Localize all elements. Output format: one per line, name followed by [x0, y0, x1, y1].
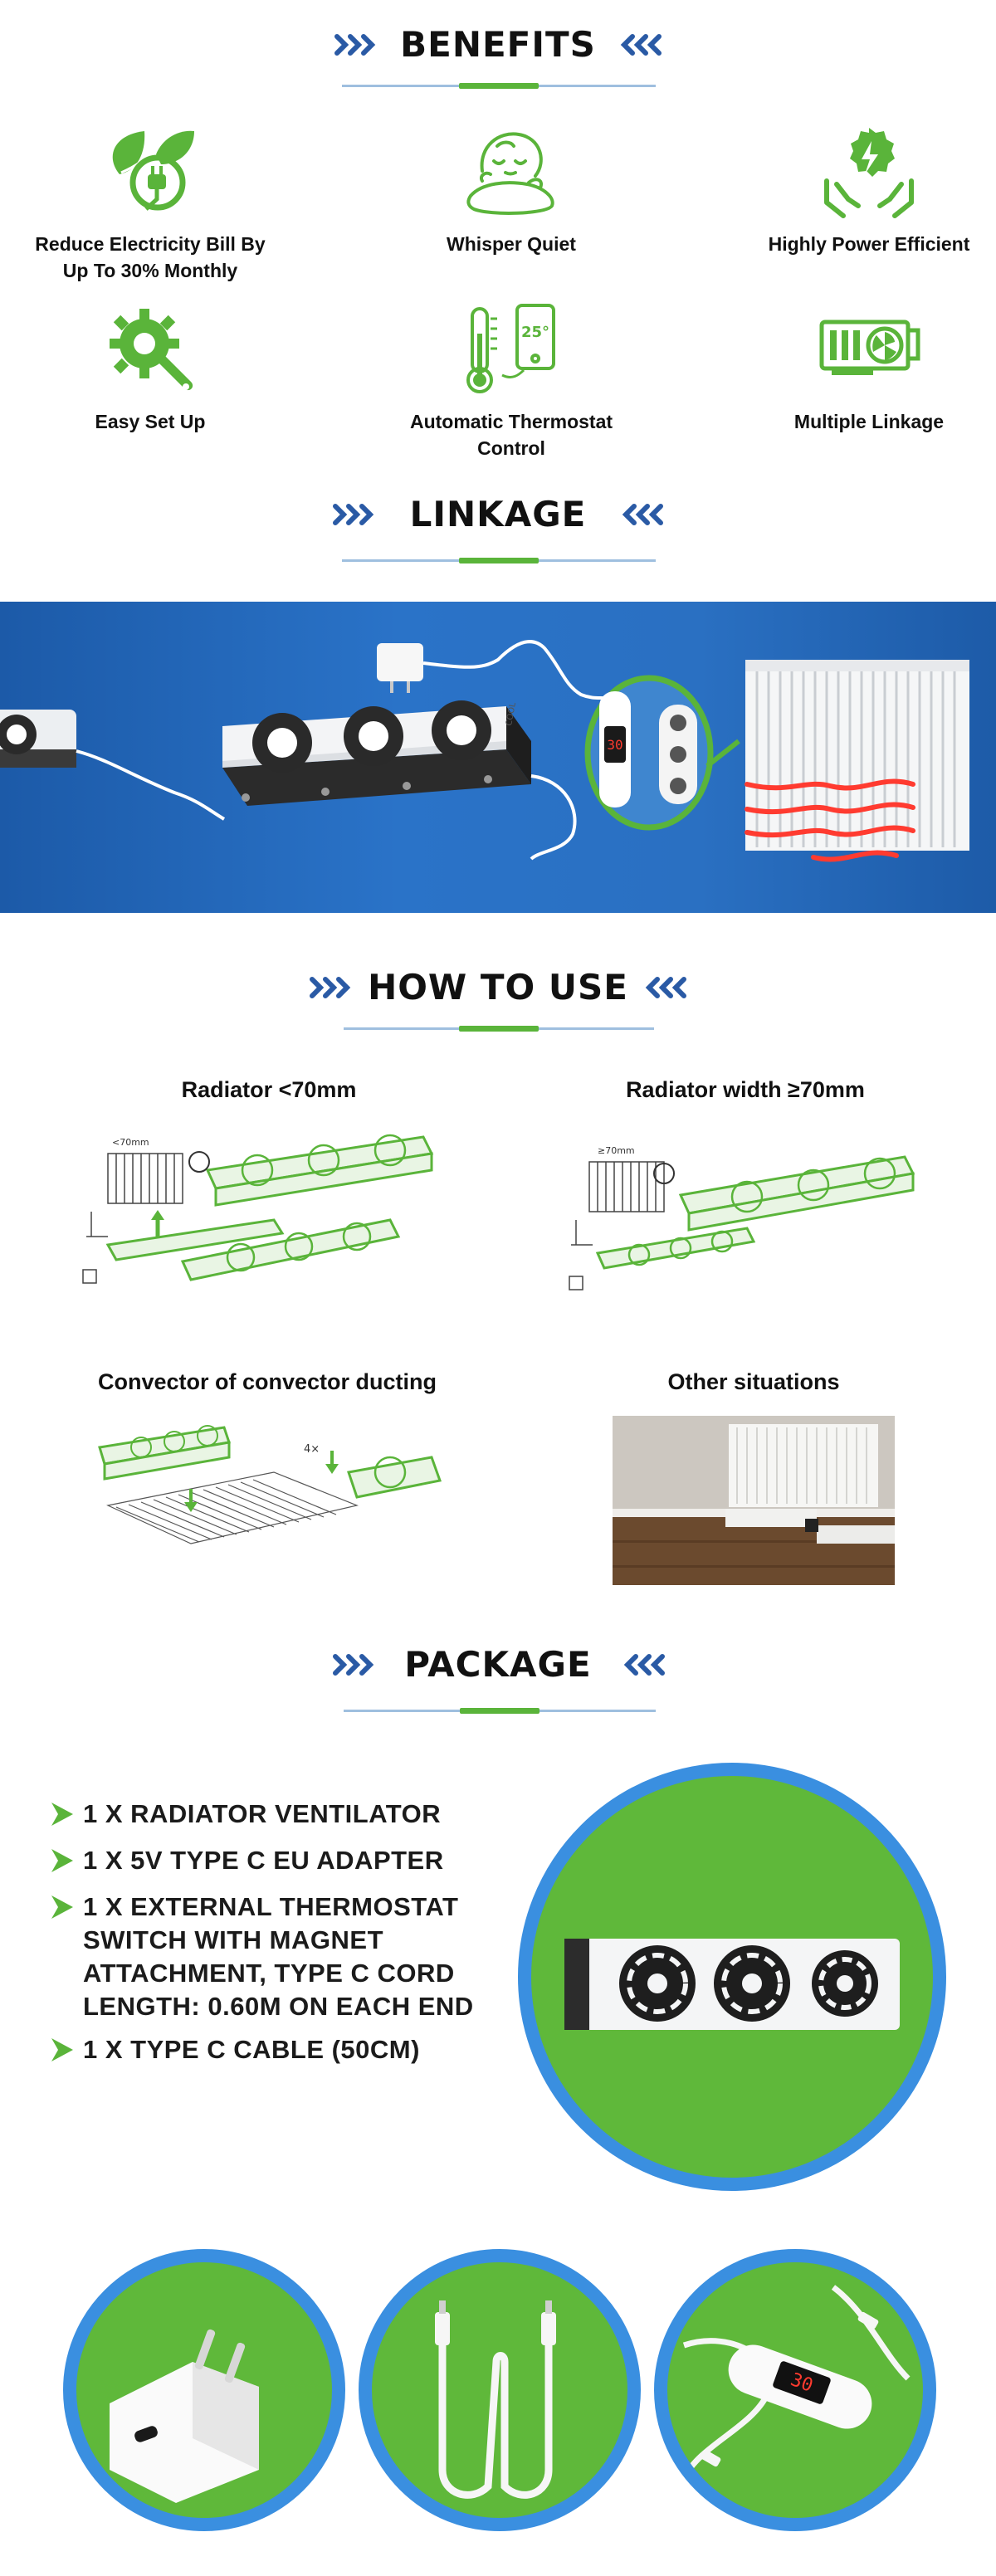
arrow-right-icon: [50, 1894, 75, 1920]
chevron-left-icon: [641, 974, 687, 1001]
how-to-use-underline: [344, 1027, 654, 1030]
ventilator-product-circle: [518, 1763, 946, 2191]
quantity-label: 4×: [304, 1443, 320, 1456]
benefit-label: Reduce Electricity Bill By Up To 30% Monthly: [35, 233, 266, 281]
chevron-left-icon: [618, 501, 664, 528]
radiator-narrow-diagram: [75, 1120, 440, 1311]
package-list-item: [50, 1844, 498, 1877]
use-case-title: Convector of convector ducting: [97, 1369, 437, 1394]
package-item-text: 1 X 5V TYPE C EU ADAPTER: [83, 1846, 444, 1875]
use-case-title: Radiator <70mm: [181, 1077, 357, 1102]
thermostat-display: 30: [788, 2369, 816, 2397]
benefits-underline: [342, 85, 656, 87]
arrow-right-icon: [50, 1847, 75, 1874]
benefit-label: Automatic Thermostat Control: [409, 411, 613, 459]
linkage-heading: LINKAGE: [409, 494, 587, 534]
linkage-underline: [342, 559, 656, 562]
benefit-item: [26, 300, 275, 435]
thermometer-phone-icon: [457, 300, 565, 400]
chevron-left-icon: [616, 32, 662, 58]
package-list-item: [50, 1798, 498, 1831]
linkage-banner: [0, 602, 996, 913]
dimension-label: ≥70mm: [598, 1145, 635, 1156]
convector-diagram: [83, 1414, 448, 1555]
gear-wrench-icon: [96, 300, 204, 400]
arrow-right-icon: [50, 1801, 75, 1827]
radiator: [745, 660, 969, 851]
linkage-illustration: [0, 602, 996, 913]
how-to-use-section-title: [0, 963, 996, 1012]
package-list-item: [50, 1891, 498, 2023]
use-case-title: Radiator width ≥70mm: [626, 1077, 865, 1102]
benefit-item: [387, 300, 636, 461]
package-item-text: 1 X TYPE C CABLE (50CM): [83, 2035, 420, 2064]
thermostat-display: 30: [607, 737, 623, 753]
how-to-use-heading: HOW TO USE: [368, 967, 628, 1007]
package-underline: [344, 1710, 656, 1712]
ventilator-unit-main: [222, 700, 531, 806]
use-case-title: Other situations: [667, 1369, 840, 1394]
benefit-item: [26, 123, 275, 284]
package-item-text: 1 X EXTERNAL THERMOSTAT SWITCH WITH MAGNET ATTACHMENT, TYPE C CORD LENGTH: 0.60M ON EACH END: [83, 1892, 474, 2021]
device-logo: COOL: [505, 701, 518, 727]
linkage-section-title: [0, 490, 996, 539]
benefit-item: [745, 123, 994, 257]
benefits-section-title: [0, 20, 996, 70]
benefit-label: Easy Set Up: [95, 411, 206, 432]
benefit-label: Multiple Linkage: [793, 411, 945, 432]
thermostat-zoom: [588, 678, 739, 827]
adapter-product-circle: [63, 2249, 345, 2531]
dimension-label: <70mm: [112, 1137, 149, 1148]
other-situations-photo: [613, 1416, 895, 1585]
cable-product-circle: [359, 2249, 641, 2531]
energy-hands-icon: [815, 123, 923, 222]
benefit-item: [745, 300, 994, 435]
ventilator-unit-left: [0, 710, 76, 768]
fan-unit-icon: [815, 300, 923, 400]
chevron-left-icon: [619, 1651, 666, 1678]
power-adapter: [377, 643, 423, 693]
arrow-right-icon: [50, 2037, 75, 2063]
package-section-title: [0, 1640, 996, 1690]
package-list-item: [50, 2033, 498, 2066]
svg-text:25°: 25°: [520, 324, 550, 341]
fan-icon: [619, 1945, 878, 2022]
benefits-heading: BENEFITS: [400, 24, 596, 65]
package-item-text: 1 X RADIATOR VENTILATOR: [83, 1799, 442, 1828]
sleeping-baby-icon: [457, 123, 565, 222]
radiator-wide-diagram: [564, 1120, 930, 1311]
benefit-label: Whisper Quiet: [447, 233, 576, 255]
benefit-label: Highly Power Efficient: [768, 233, 970, 255]
benefit-item: [387, 123, 636, 257]
thermostat-switch-product-circle: [654, 2249, 936, 2531]
package-heading: PACKAGE: [404, 1644, 592, 1685]
leaf-plug-icon: [96, 123, 204, 222]
